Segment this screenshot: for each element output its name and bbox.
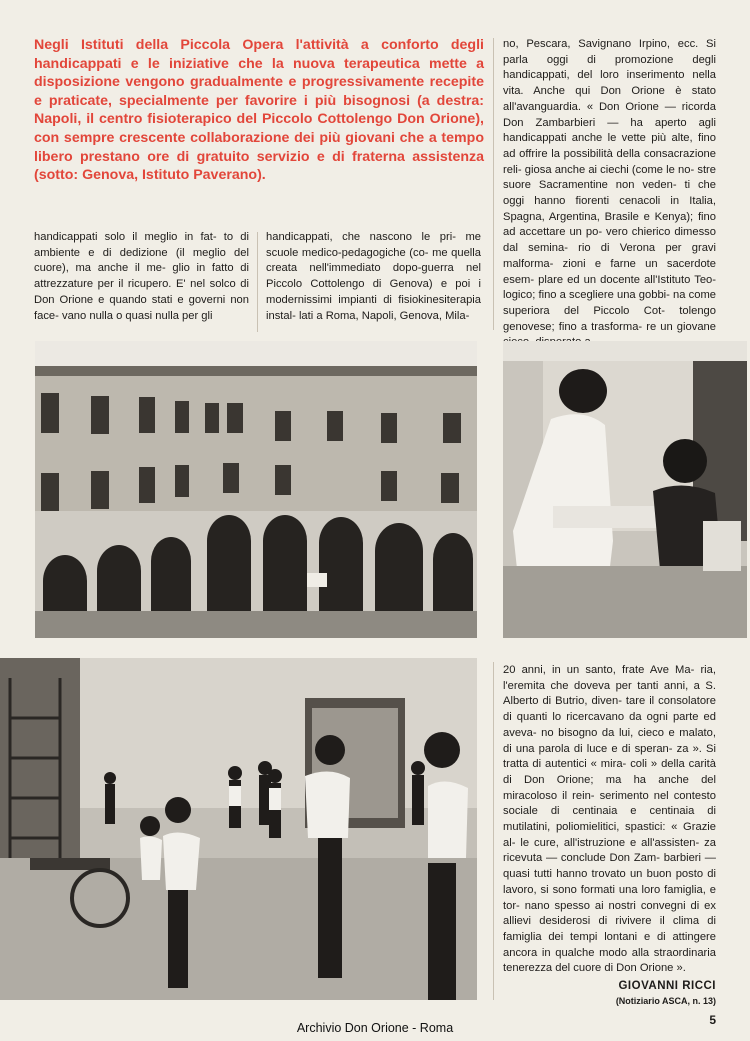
column-divider — [493, 662, 494, 1000]
archive-footer: Archivio Don Orione - Roma — [296, 1021, 454, 1035]
text-column-3: no, Pescara, Savignano Irpino, ecc. Si parla oggi di promozione degli handicappati, del loro inserimento nella vita. Anche qui Don Orione è stato all'avanguardia. « Don Orione — ricorda Don Zambarbieri — ha aperto agli handicappati anche le vette più alte, fino ad offrire la possibilità della consacrazione reli- giosa anche ai ciechi (come le no- stre suore Sacramentine non veden- ti che oggi hanno fiorenti cenacoli in Italia, Spagna, Argentina, Brasile e Kenya); fino ad accettare un po- vero chierico dimesso dal semina- rio di Verona per gravi malforma- zioni e farne un sacerdote esem- plare ed un docente all'Istituto Teo- logico; fino a scegliere una gobbi- na come superiora del Piccolo Cot- tolengo genovese; fino a trasforma- re un giovane — [503, 38, 716, 333]
column-divider — [257, 232, 258, 332]
author-signature: GIOVANNI RICCI — [618, 980, 716, 992]
column-divider — [493, 38, 494, 330]
photo-caption: Negli Istituti della Piccola Opera l'attività a conforto degli handicappati e le iniziative che la nuova terapeutica mette a disposizione vengono gradualmente e progressivamente recepite e praticate, specialmente per favorire i più bisognosi (a destra: Napoli, il centro fisioterapico del Piccolo Cottolengo Don Orione), con sempre crescente collaborazione dei più giovani che a tempo libero prestano ore di gratuito servizio e di fraterna assistenza (sotto: Genova, Istituto Paverano). — [34, 37, 484, 184]
physiotherapy-photo — [503, 341, 747, 638]
source-note: (Notiziario ASCA, n. 13) — [615, 996, 716, 1006]
text-column-1: handicappati solo il meglio in fat- to di ambiente e di dedizione (il meglio del cuore), ma anche il me- glio in fatto di attrezzature per il ricupero. E' nel solco di Don Orione e quando stati e governi non face- vano nulla o quasi nulla per gli — [34, 231, 249, 322]
page-number: 5 — [709, 1013, 716, 1027]
text-column-2: handicappati, che nascono le pri- me scuole medico-pedagogiche (co- me quella creata nell'immediato dopo-guerra nel Piccolo Cottolengo di Genova) e poi i modernissimi impianti di fisiokinesiterapia instal- lati a Roma, Napoli, Genova, Mila- — [266, 231, 481, 322]
gym-photo — [0, 658, 477, 1000]
text-column-4: 20 anni, in un santo, frate Ave Ma- ria, l'eremita che doveva per tanti anni, a S. Alberto di Butrio, diven- tare il consolatore di quanti lo ricercavano da ogni parte ed aveva- no bisogno da lui, cieco e malato, di una parola di luce e di speran- za ». Si tratta di autentici « mira- coli » della carità di Don Orione; ma ha anche del miracoloso il rein- serimento nel contesto sociale di centinaia e centinaia di mutilatini, poliomielitici, spastici: « Grazie al- le cure, all'istruzione e all'assisten- za ricevuta — conclude Don Zam- barbieri — quasi tutti hanno trovato un buon posto di lavoro, si sono formati una loro famiglia, e tor- nano spesso ai nostri convegni di ex allievi desiderosi di rivivere il clima di famiglia dei tempi lontani e di attingere ancora in qualche modo alla straordinaria tenerezza del cuore di Don Orione ». — [503, 664, 716, 975]
courtyard-photo — [35, 341, 477, 638]
